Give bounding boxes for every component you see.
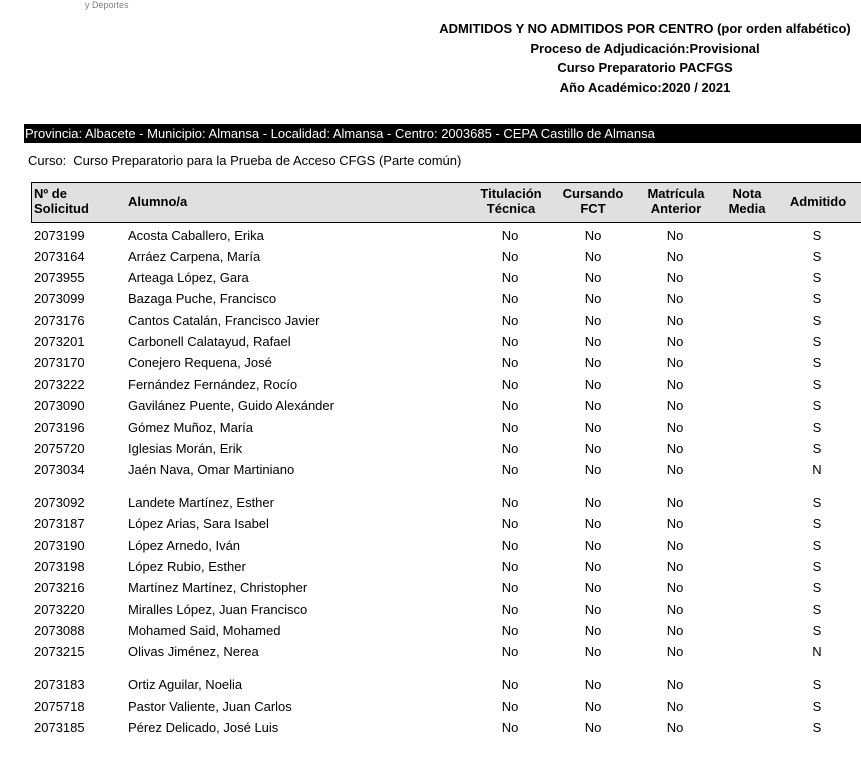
cell-fct: No (584, 228, 602, 243)
cell-admitido: S (812, 249, 822, 264)
cell-fct: No (584, 313, 602, 328)
curso-value: Curso Preparatorio para la Prueba de Acceso CFGS (Parte común) (73, 153, 462, 168)
cell-admitido: S (812, 677, 822, 692)
cell-solicitud: 2075718 (34, 699, 85, 714)
cell-alumno: Mohamed Said, Mohamed (128, 623, 281, 638)
proceso-line: Proceso de Adjudicación:Provisional (530, 40, 760, 56)
table-row (0, 267, 861, 288)
cell-solicitud: 2073222 (34, 377, 85, 392)
cell-fct: No (584, 462, 602, 477)
cell-titulacion: No (501, 720, 519, 735)
cell-admitido: S (812, 580, 822, 595)
cell-fct: No (584, 334, 602, 349)
cell-titulacion: No (501, 462, 519, 477)
cell-admitido: S (812, 398, 822, 413)
table-row (0, 310, 861, 331)
cell-fct: No (584, 644, 602, 659)
cell-alumno: Pastor Valiente, Juan Carlos (128, 699, 292, 714)
cell-fct: No (584, 699, 602, 714)
cell-alumno: Iglesias Morán, Erik (128, 441, 243, 456)
academic-year-line: Año Académico:2020 / 2021 (559, 79, 731, 95)
col-fct: Cursando FCT (562, 186, 624, 216)
cell-alumno: Pérez Delicado, José Luis (128, 720, 279, 735)
table-row (0, 395, 861, 416)
cell-matricula: No (666, 270, 684, 285)
cell-alumno: Acosta Caballero, Erika (128, 228, 264, 243)
cell-alumno: Carbonell Calatayud, Rafael (128, 334, 291, 349)
col-titulacion: Titulación Técnica (480, 186, 542, 216)
cell-fct: No (584, 377, 602, 392)
table-row (0, 535, 861, 556)
cell-titulacion: No (501, 228, 519, 243)
cell-matricula: No (666, 398, 684, 413)
cell-solicitud: 2073220 (34, 602, 85, 617)
cell-titulacion: No (501, 516, 519, 531)
cell-fct: No (584, 420, 602, 435)
table-row (0, 577, 861, 598)
cell-matricula: No (666, 699, 684, 714)
cell-admitido: N (812, 644, 822, 659)
table-row (0, 556, 861, 577)
cell-matricula: No (666, 538, 684, 553)
cell-fct: No (584, 516, 602, 531)
center-info-bar: Provincia: Albacete - Municipio: Almansa - Localidad: Almansa - Centro: 2003685 - CEPA Castillo de Almansa (24, 124, 861, 143)
table-row (0, 438, 861, 459)
cell-titulacion: No (501, 377, 519, 392)
cell-solicitud: 2073088 (34, 623, 85, 638)
cell-matricula: No (666, 644, 684, 659)
cell-fct: No (584, 538, 602, 553)
cell-titulacion: No (501, 355, 519, 370)
cell-fct: No (584, 249, 602, 264)
table-row (0, 417, 861, 438)
cell-matricula: No (666, 462, 684, 477)
cell-matricula: No (666, 441, 684, 456)
col-admitido: Admitido (789, 194, 847, 209)
cell-admitido: S (812, 602, 822, 617)
cell-solicitud: 2073187 (34, 516, 85, 531)
cell-admitido: S (812, 313, 822, 328)
cell-titulacion: No (501, 602, 519, 617)
cell-solicitud: 2073170 (34, 355, 85, 370)
cell-fct: No (584, 441, 602, 456)
table-row (0, 459, 861, 480)
col-alumno: Alumno/a (128, 194, 188, 209)
table-row (0, 620, 861, 641)
cell-alumno: Bazaga Puche, Francisco (128, 291, 277, 306)
cell-alumno: Gómez Muñoz, María (128, 420, 253, 435)
cell-alumno: López Rubio, Esther (128, 559, 246, 574)
cell-admitido: N (812, 462, 822, 477)
cell-fct: No (584, 602, 602, 617)
cell-matricula: No (666, 377, 684, 392)
cell-admitido: S (812, 334, 822, 349)
cell-solicitud: 2075720 (34, 441, 85, 456)
cell-admitido: S (812, 420, 822, 435)
cell-solicitud: 2073183 (34, 677, 85, 692)
cell-alumno: Conejero Requena, José (128, 355, 272, 370)
cell-matricula: No (666, 334, 684, 349)
cell-matricula: No (666, 623, 684, 638)
cell-titulacion: No (501, 398, 519, 413)
cell-admitido: S (812, 516, 822, 531)
cell-titulacion: No (501, 420, 519, 435)
cell-fct: No (584, 623, 602, 638)
cell-titulacion: No (501, 270, 519, 285)
cell-solicitud: 2073201 (34, 334, 85, 349)
cell-fct: No (584, 677, 602, 692)
cell-titulacion: No (501, 334, 519, 349)
cell-titulacion: No (501, 441, 519, 456)
cell-solicitud: 2073090 (34, 398, 85, 413)
cell-alumno: Arráez Carpena, María (128, 249, 261, 264)
cell-matricula: No (666, 228, 684, 243)
cell-solicitud: 2073164 (34, 249, 85, 264)
cell-fct: No (584, 720, 602, 735)
cell-solicitud: 2073215 (34, 644, 85, 659)
table-row (0, 717, 861, 738)
table-row (0, 641, 861, 662)
cell-alumno: Landete Martínez, Esther (128, 495, 274, 510)
cell-admitido: S (812, 538, 822, 553)
cell-titulacion: No (501, 677, 519, 692)
cell-alumno: Arteaga López, Gara (128, 270, 249, 285)
col-matricula: Matrícula Anterior (647, 186, 705, 216)
cell-alumno: Gavilánez Puente, Guido Alexánder (128, 398, 334, 413)
cell-admitido: S (812, 623, 822, 638)
cell-solicitud: 2073190 (34, 538, 85, 553)
cell-solicitud: 2073216 (34, 580, 85, 595)
cell-matricula: No (666, 516, 684, 531)
cell-matricula: No (666, 291, 684, 306)
table-row (0, 246, 861, 267)
cell-matricula: No (666, 495, 684, 510)
cell-admitido: S (812, 377, 822, 392)
cell-alumno: López Arnedo, Iván (128, 538, 241, 553)
cell-titulacion: No (501, 538, 519, 553)
table-row (0, 513, 861, 534)
cell-titulacion: No (501, 291, 519, 306)
cell-solicitud: 2073099 (34, 291, 85, 306)
table-row (0, 374, 861, 395)
cell-alumno: Cantos Catalán, Francisco Javier (128, 313, 320, 328)
curso-line (28, 153, 461, 169)
cell-matricula: No (666, 249, 684, 264)
cell-fct: No (584, 355, 602, 370)
cell-matricula: No (666, 420, 684, 435)
table-row (0, 288, 861, 309)
cell-solicitud: 2073955 (34, 270, 85, 285)
cell-admitido: S (812, 699, 822, 714)
cell-fct: No (584, 270, 602, 285)
cell-fct: No (584, 580, 602, 595)
cell-fct: No (584, 559, 602, 574)
table-row (0, 696, 861, 717)
curso-label: Curso: (28, 153, 67, 168)
cell-alumno: Jaén Nava, Omar Martiniano (128, 462, 295, 477)
cell-admitido: S (812, 355, 822, 370)
cell-titulacion: No (501, 580, 519, 595)
table-row (0, 352, 861, 373)
cell-admitido: S (812, 495, 822, 510)
curso-short-line: Curso Preparatorio PACFGS (557, 60, 733, 75)
table-row (0, 599, 861, 620)
table-header (31, 182, 861, 223)
cell-admitido: S (812, 559, 822, 574)
cell-matricula: No (666, 580, 684, 595)
cell-admitido: S (812, 441, 822, 456)
cell-fct: No (584, 398, 602, 413)
cell-alumno: Fernández Fernández, Rocío (128, 377, 298, 392)
cell-solicitud: 2073198 (34, 559, 85, 574)
cell-alumno: Ortiz Aguilar, Noelia (128, 677, 243, 692)
cell-matricula: No (666, 313, 684, 328)
cell-admitido: S (812, 270, 822, 285)
cell-alumno: Miralles López, Juan Francisco (128, 602, 308, 617)
col-solicitud: Nº de Solicitud (34, 186, 89, 216)
cell-solicitud: 2073199 (34, 228, 85, 243)
cell-alumno: Olivas Jiménez, Nerea (128, 644, 259, 659)
table-row (0, 492, 861, 513)
cell-admitido: S (812, 291, 822, 306)
cell-alumno: López Arias, Sara Isabel (128, 516, 269, 531)
table-row (0, 674, 861, 695)
cell-matricula: No (666, 355, 684, 370)
cell-matricula: No (666, 720, 684, 735)
cell-titulacion: No (501, 699, 519, 714)
cell-solicitud: 2073196 (34, 420, 85, 435)
cell-titulacion: No (501, 313, 519, 328)
cell-solicitud: 2073176 (34, 313, 85, 328)
cell-matricula: No (666, 602, 684, 617)
table-row (0, 225, 861, 246)
cell-titulacion: No (501, 559, 519, 574)
cell-fct: No (584, 495, 602, 510)
logo-subtitle: y Deportes (85, 0, 129, 10)
cell-matricula: No (666, 559, 684, 574)
cell-titulacion: No (501, 249, 519, 264)
cell-admitido: S (812, 228, 822, 243)
cell-admitido: S (812, 720, 822, 735)
cell-solicitud: 2073092 (34, 495, 85, 510)
cell-solicitud: 2073034 (34, 462, 85, 477)
table-row (0, 331, 861, 352)
report-title: ADMITIDOS Y NO ADMITIDOS POR CENTRO (por orden alfabético) (439, 21, 851, 36)
cell-titulacion: No (501, 644, 519, 659)
col-nota-media: Nota Media (728, 186, 766, 216)
report-header (430, 19, 860, 97)
cell-titulacion: No (501, 623, 519, 638)
cell-solicitud: 2073185 (34, 720, 85, 735)
cell-titulacion: No (501, 495, 519, 510)
cell-matricula: No (666, 677, 684, 692)
cell-fct: No (584, 291, 602, 306)
cell-alumno: Martínez Martínez, Christopher (128, 580, 308, 595)
